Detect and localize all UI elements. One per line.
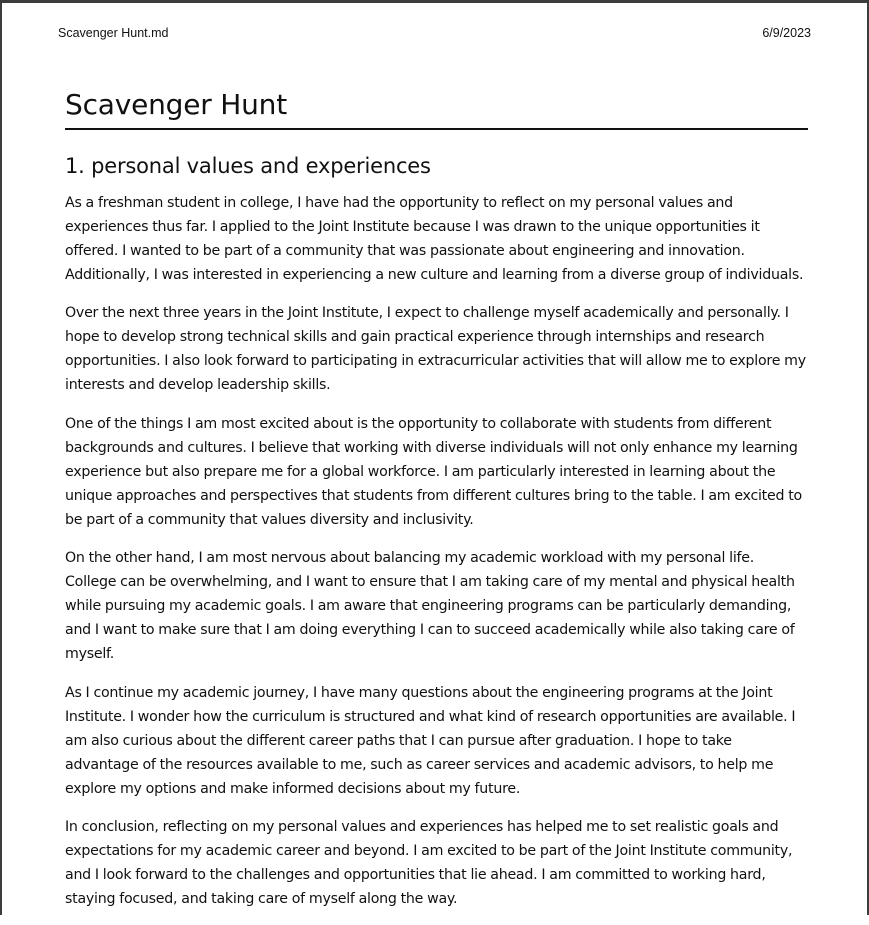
paragraph: On the other hand, I am most nervous about balancing my academic workload with my personal life. College can be overwhelming, and I want to ensure that I am taking care of my mental and physical health while pursuing my academic goals. I am aware that engineering programs can be particularly demanding, and I want to make sure that I am doing everything I can to succeed academically while also taking care of myself. bbox=[65, 550, 795, 663]
paragraph: Over the next three years in the Joint Institute, I expect to challenge myself academically and personally. I hope to develop strong technical skills and gain practical experience through internships and research opportunities. I also look forward to participating in extracurricular activities that will allow me to explore my interests and develop leadership skills. bbox=[65, 305, 806, 394]
section-heading: 1. personal values and experiences bbox=[65, 154, 431, 178]
page-header bbox=[58, 26, 811, 42]
print-date: 6/9/2023 bbox=[762, 26, 811, 40]
document-body bbox=[65, 85, 808, 925]
document-title: Scavenger Hunt bbox=[65, 85, 808, 130]
paragraph: In conclusion, reflecting on my personal values and experiences has helped me to set realistic goals and expectations for my academic career and beyond. I am excited to be part of the Joint Institute community, and I look forward to the challenges and opportunities that lie ahead. I am committed to working hard, staying focused, and taking care of myself along the way. bbox=[65, 818, 793, 907]
paragraph: As I continue my academic journey, I have many questions about the engineering programs at the Joint Institute. I wonder how the curriculum is structured and what kind of research opportunities are available. I am also curious about the different career paths that I can pursue after graduation. I hope to take advantage of the resources available to me, such as career services and academic advisors, to help me explore my options and make informed decisions about my future. bbox=[65, 684, 796, 797]
paragraph: One of the things I am most excited about is the opportunity to collaborate with students from different backgrounds and cultures. I believe that working with diverse individuals will not only enhance my learning experience but also prepare me for a global workforce. I am particularly interested in learning about the unique approaches and perspectives that students from different cultures bring to the table. I am excited to be part of a community that values diversity and inclusivity. bbox=[65, 415, 802, 528]
file-name: Scavenger Hunt.md bbox=[58, 26, 169, 40]
paragraph: As a freshman student in college, I have had the opportunity to reflect on my personal values and experiences thus far. I applied to the Joint Institute because I was drawn to the unique opportunities it offered. I wanted to be part of a community that was passionate about engineering and innovation. Additionally, I was interested in experiencing a new culture and learning from a diverse group of individuals. bbox=[65, 195, 804, 283]
